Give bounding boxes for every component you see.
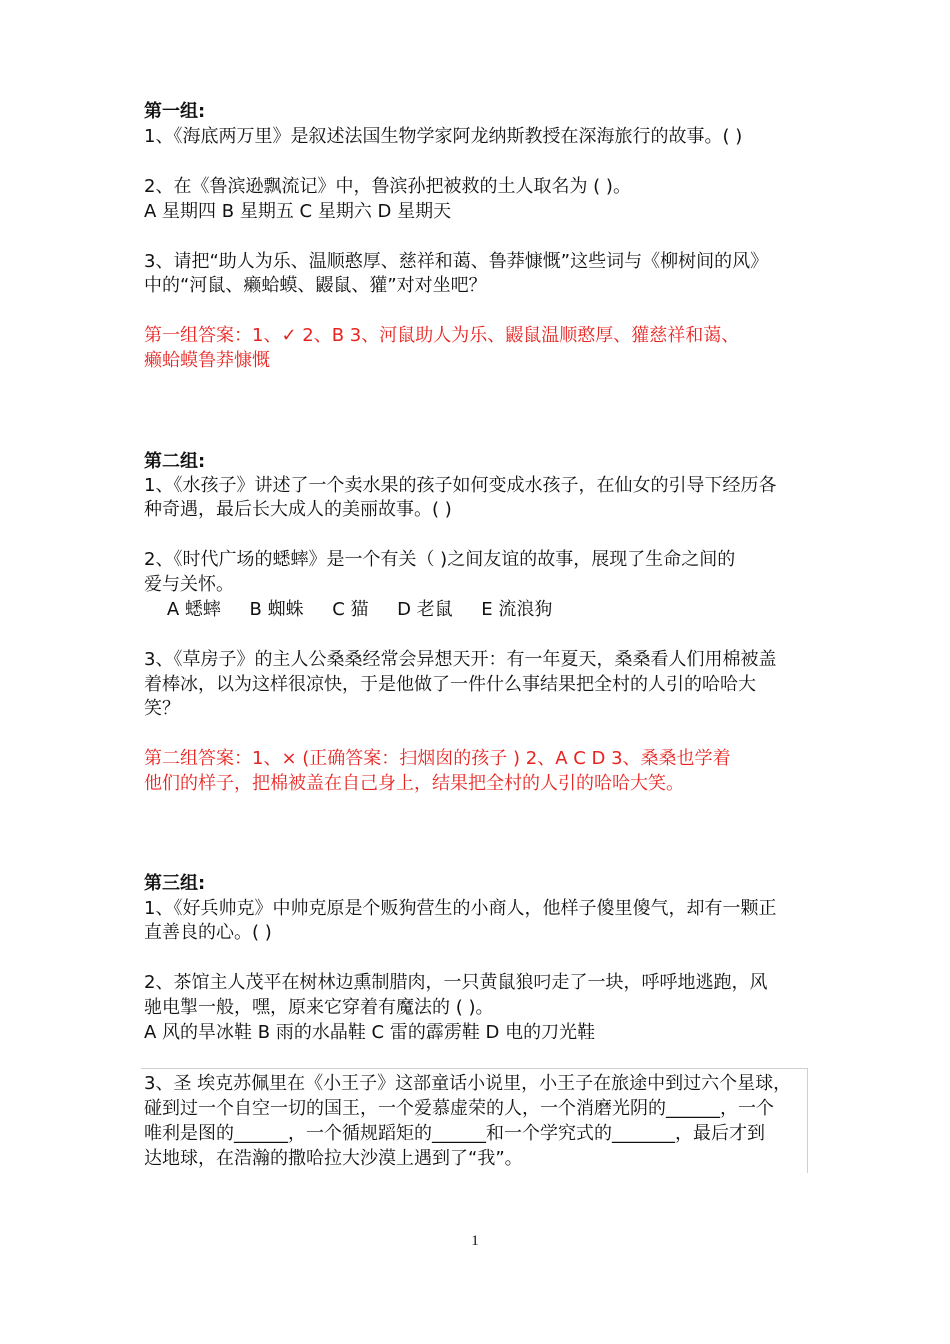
group2-question2-options: A 蟋蟀 B 蜘蛛 C 猫 D 老鼠 E 流浪狗 [144, 599, 553, 620]
group1-question2: 2、在《鲁滨逊飘流记》中，鲁滨孙把被救的土人取名为 ( )。 [144, 176, 631, 197]
group2-question2-line2: 爱与关怀。 [144, 574, 234, 595]
group3-question2-line2: 驰电掣一般，嘿，原来它穿着有魔法的 ( )。 [144, 997, 494, 1018]
group3-question1-line2: 直善良的心。( ) [144, 922, 272, 943]
group3-question1-line1: 1、《好兵帅克》中帅克原是个贩狗营生的小商人，他样子傻里傻气，却有一颗正 [144, 898, 777, 919]
group1-question3-line2: 中的“河鼠、癞蛤蟆、鼹鼠、獾”对对坐吧？ [144, 275, 487, 296]
group2-question2-line1: 2、《时代广场的蟋蟀》是一个有关（ )之间友谊的故事，展现了生命之间的 [144, 549, 736, 570]
group1-heading: 第一组: [144, 101, 206, 122]
group1-answer-line1: 第一组答案：1、✓ 2、B 3、河鼠助人为乐、鼹鼠温顺憨厚、獾慈祥和蔼、 [144, 325, 740, 346]
group3-question3-box [141, 1068, 808, 1173]
group2-question3-line3: 笑？ [144, 698, 180, 719]
group1-question1: 1、《海底两万里》是叙述法国生物学家阿龙纳斯教授在深海旅行的故事。( ) [144, 126, 743, 147]
page-number: 1 [471, 1233, 479, 1249]
group3-question3-line2: 碰到过一个自空一切的国王，一个爱慕虚荣的人，一个消磨光阴的______，一个 [144, 1098, 774, 1119]
group3-question2-options: A 风的旱冰鞋 B 雨的水晶鞋 C 雷的霹雳鞋 D 电的刀光鞋 [144, 1022, 596, 1043]
group3-question3-line1: 3、圣 埃克苏佩里在《小王子》这部童话小说里，小王子在旅途中到过六个星球， [144, 1073, 792, 1094]
group2-question1-line2: 种奇遇，最后长大成人的美丽故事。( ) [144, 499, 452, 520]
group2-heading: 第二组: [144, 451, 206, 472]
group1-question3-line1: 3、请把“助人为乐、温顺憨厚、慈祥和蔼、鲁莽慷慨”这些词与《柳树间的风》 [144, 251, 769, 272]
group2-question1-line1: 1、《水孩子》讲述了一个卖水果的孩子如何变成水孩子，在仙女的引导下经历各 [144, 475, 777, 496]
group2-answer-line1: 第二组答案：1、× (正确答案：扫烟囱的孩子 ) 2、A C D 3、桑桑也学着 [144, 748, 731, 769]
group3-question3-line4: 达地球，在浩瀚的撒哈拉大沙漠上遇到了“我”。 [144, 1148, 523, 1169]
group2-question3-line1: 3、《草房子》的主人公桑桑经常会异想天开：有一年夏天，桑桑看人们用棉被盖 [144, 649, 777, 670]
group2-question3-line2: 着棒冰，以为这样很凉快，于是他做了一件什么事结果把全村的人引的哈哈大 [144, 674, 756, 695]
group2-answer-line2: 他们的样子，把棉被盖在自己身上，结果把全村的人引的哈哈大笑。 [144, 773, 684, 794]
group1-answer-line2: 癞蛤蟆鲁莽慷慨 [144, 350, 270, 371]
group3-question3-line3: 唯利是图的______，一个循规蹈矩的______和一个学究式的_______，最后才到 [144, 1123, 765, 1144]
group3-question2-line1: 2、茶馆主人茂平在树林边熏制腊肉，一只黄鼠狼叼走了一块，呼呼地逃跑，风 [144, 972, 768, 993]
group1-question2-options: A 星期四 B 星期五 C 星期六 D 星期天 [144, 201, 452, 222]
group3-heading: 第三组: [144, 873, 206, 894]
